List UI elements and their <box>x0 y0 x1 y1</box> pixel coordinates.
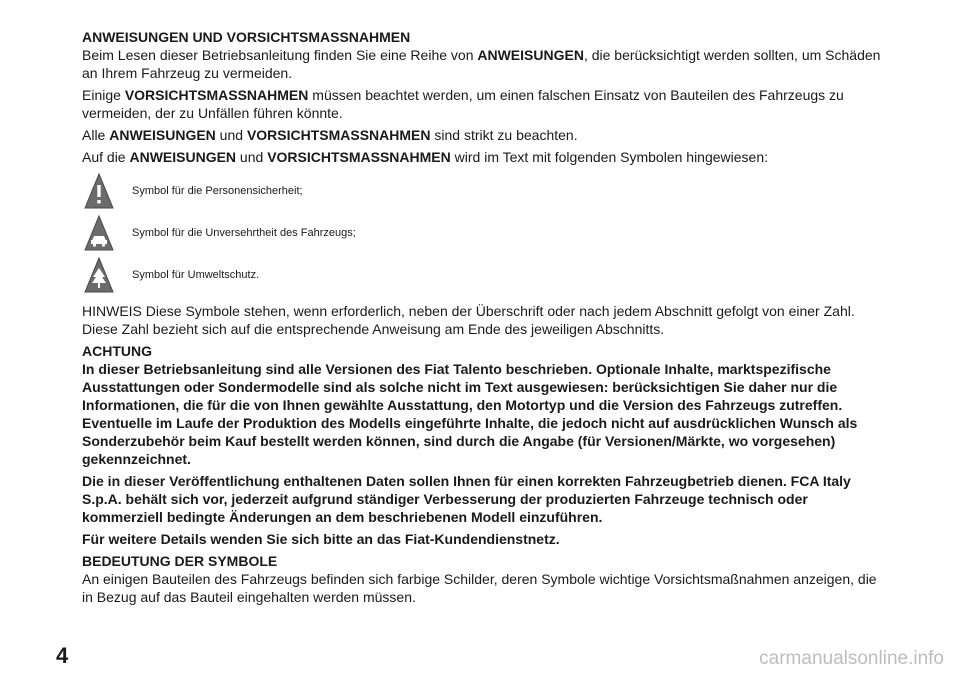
watermark-text: carmanualsonline.info <box>759 648 944 669</box>
achtung-paragraph-2: Die in dieser Veröffentlichung enthaltenen Daten sollen Ihnen für einen korrekten Fahrzeugbetrieb dienen. FCA Italy S.p.A. behält sich vor, jederzeit aufgrund ständiger Verbesserung der produzierten Fahrzeuge technisch oder kommerziell bedingte Änderungen an dem beschriebenen Modell einzuführen. <box>82 473 851 525</box>
symbol-label-environment: Symbol für Umweltschutz. <box>132 269 260 281</box>
symbol-row-vehicle <box>82 212 882 254</box>
paragraph-vorsichtsmassnahmen: Einige VORSICHTSMASSNAHMEN müssen beachtet werden, um einen falschen Einsatz von Bauteilen des Fahrzeugs zu vermeiden, der zu Unfällen führen könnte. <box>82 87 844 121</box>
symbol-row-person <box>82 170 882 212</box>
warning-triangle-icon <box>82 171 116 211</box>
car-triangle-icon <box>82 213 116 253</box>
hinweis-paragraph: HINWEIS Diese Symbole stehen, wenn erforderlich, neben der Überschrift oder nach jedem Abschnitt gefolgt von einer Zahl. Diese Zahl bezieht sich auf die entsprechende Anweisung am Ende des jeweiligen Abschnitts. <box>82 303 855 337</box>
symbol-row-environment <box>82 254 882 296</box>
symbol-label-vehicle: Symbol für die Unversehrtheit des Fahrzeugs; <box>132 227 356 239</box>
bedeutung-heading: BEDEUTUNG DER SYMBOLE <box>82 553 278 569</box>
achtung-paragraph-3: Für weitere Details wenden Sie sich bitte an das Fiat-Kundendienstnetz. <box>82 531 560 547</box>
page-number: 4 <box>56 643 69 668</box>
paragraph-symbole-hinweis: Auf die ANWEISUNGEN und VORSICHTSMASSNAHMEN wird im Text mit folgenden Symbolen hingewiesen: <box>82 149 769 165</box>
symbol-label-person: Symbol für die Personensicherheit; <box>132 185 303 197</box>
paragraph-beachten: Alle ANWEISUNGEN und VORSICHTSMASSNAHMEN sind strikt zu beachten. <box>82 127 578 143</box>
paragraph-anweisungen: Beim Lesen dieser Betriebsanleitung finden Sie eine Reihe von ANWEISUNGEN, die berücksichtigt werden sollten, um Schäden an Ihrem Fahrzeug zu vermeiden. <box>82 47 881 81</box>
main-heading: ANWEISUNGEN UND VORSICHTSMASSNAHMEN <box>82 29 411 45</box>
page-content <box>82 28 882 610</box>
achtung-paragraph-1: In dieser Betriebsanleitung sind alle Versionen des Fiat Talento beschrieben. Optionale Inhalte, marktspezifische Ausstattungen oder Sondermodelle sind als solche nicht im Text ausgewiesen: berücksichtigen Sie daher nur die Informationen, die für die von Ihnen gewählte Ausstattung, den Motortyp und die Version des Fahrzeugs zutreffen. Eventuelle im Laufe der Produktion des Modells eingeführte Inhalte, die jedoch nicht auf ausdrücklichen Wunsch als Sonderzubehör beim Kauf bestellt werden können, sind durch die Angabe (für Versionen/Märkte, wo vorgesehen) gekennzeichnet. <box>82 361 858 467</box>
tree-triangle-icon <box>82 255 116 295</box>
achtung-heading: ACHTUNG <box>82 343 152 359</box>
bedeutung-paragraph: An einigen Bauteilen des Fahrzeugs befinden sich farbige Schilder, deren Symbole wichtige Vorsichtsmaßnahmen anzeigen, die in Bezug auf das Bauteil eingehalten werden müssen. <box>82 571 877 605</box>
